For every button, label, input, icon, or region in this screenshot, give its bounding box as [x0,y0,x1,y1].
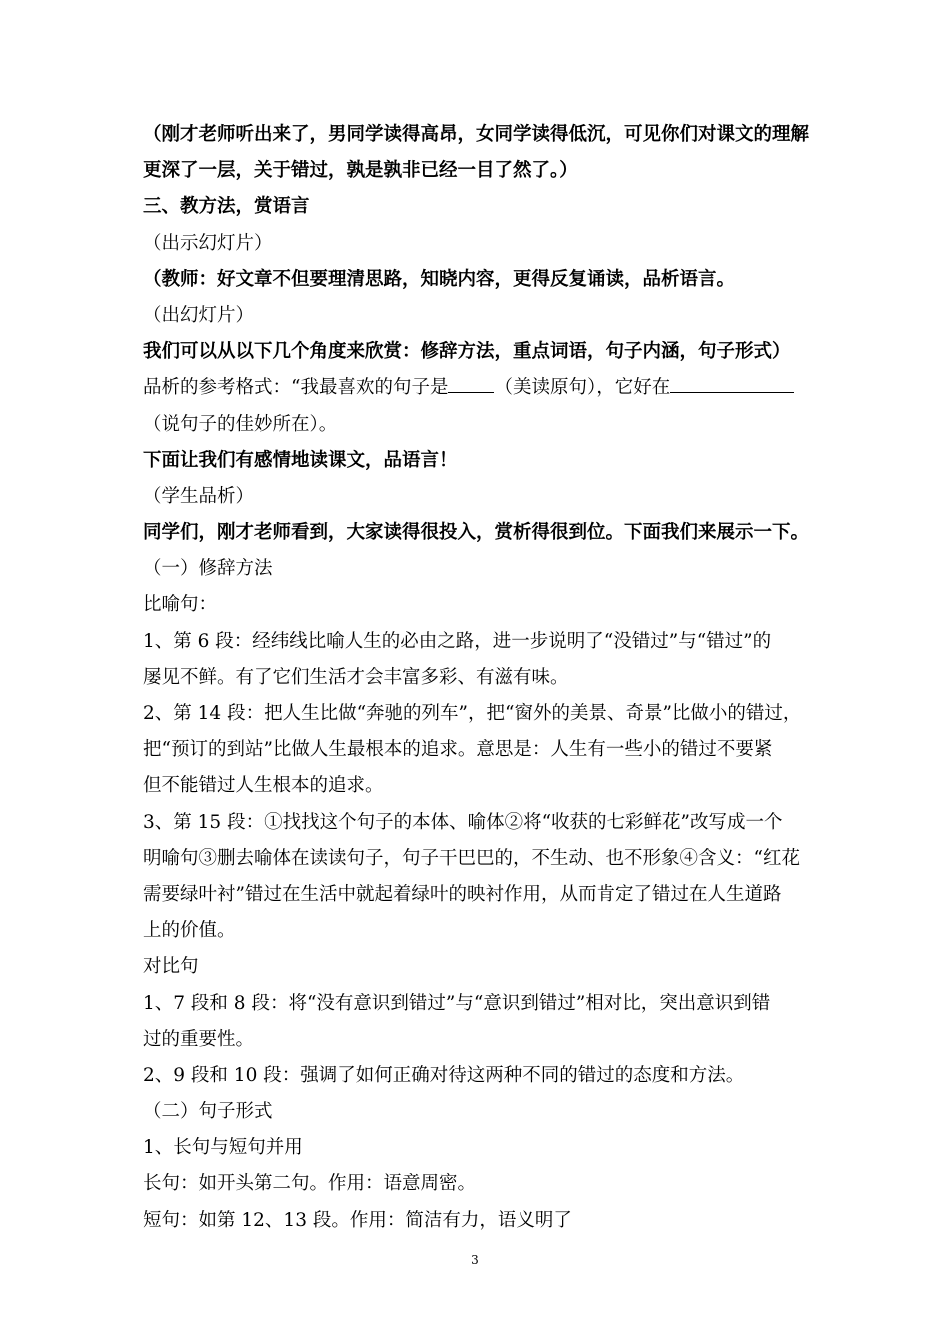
paragraph-line: 屡见不鲜。有了它们生活才会丰富多彩、有滋有味。 [143,666,569,688]
paragraph-line: 把“预订的到站”比做人生最根本的追求。意思是：人生有一些小的错过不要紧 [143,739,773,761]
paragraph-line: 但不能错过人生根本的追求。 [143,775,384,797]
fill-blank [670,372,794,393]
format-text-start: 品析的参考格式：“我最喜欢的句子是 [143,377,449,399]
paragraph-line: 对比句 [143,956,199,978]
paragraph-line: 比喻句： [143,594,218,616]
stage-note: （出示幻灯片） [143,232,273,254]
paragraph-line: 1、第 6 段：经纬线比喻人生的必由之路，进一步说明了“没错过”与“错过”的 [143,630,772,652]
format-line [143,370,813,406]
paragraph-line: 长句：如开头第二句。作用：语意周密。 [143,1173,477,1195]
paragraph-line: 下面让我们有感情地读课文，品语言！ [143,449,458,471]
paragraph-line: 1、长句与短句并用 [143,1137,303,1159]
subsection-heading: （二）句子形式 [143,1101,273,1123]
paragraph-line: 同学们，刚才老师看到，大家读得很投入，赏析得很到位。下面我们来展示一下。 [143,522,810,544]
paragraph-line: 3、第 15 段：①找找这个句子的本体、喻体②将“收获的七彩鲜花”改写成一个 [143,811,783,833]
paragraph-line: 需要绿叶衬”错过在生活中就起着绿叶的映衬作用，从而肯定了错过在人生道路 [143,883,782,905]
paragraph-line: （说句子的佳妙所在）。 [143,413,338,435]
paragraph-line: 上的价值。 [143,920,236,942]
paragraph-line: （刚才老师听出来了，男同学读得高昂，女同学读得低沉，可见你们对课文的理解 [143,124,810,145]
paragraph-line: 过的重要性。 [143,1028,255,1050]
paragraph-line: 2、第 14 段：把人生比做“奔驰的列车”，把“窗外的美景、奇景”比做小的错过， [143,703,802,724]
body-text [143,117,813,1239]
stage-note: （出幻灯片） [143,304,255,326]
paragraph-line: （教师：好文章不但要理清思路，知晓内容，更得反复诵读，品析语言。 [143,268,736,290]
subsection-heading: （一）修辞方法 [143,558,273,580]
fill-blank [448,372,494,393]
paragraph-line: 明喻句③删去喻体在读读句子，句子干巴巴的，不生动、也不形象④含义：“红花 [143,847,800,869]
section-heading: 三、教方法，赏语言 [143,196,310,218]
paragraph-line: 我们可以从以下几个角度来欣赏：修辞方法，重点词语，句子内涵，句子形式） [143,341,791,363]
paragraph-line: 1、7 段和 8 段：将“没有意识到错过”与“意识到错过”相对比，突出意识到错 [143,992,771,1014]
format-text-middle: （美读原句），它好在 [494,377,671,399]
paragraph-line: 更深了一层，关于错过，孰是孰非已经一目了然了。） [143,160,578,182]
paragraph-line: 2、9 段和 10 段：强调了如何正确对待这两种不同的错过的态度和方法。 [143,1064,745,1086]
paragraph-line: 短句：如第 12、13 段。作用：简洁有力，语义明了 [143,1209,572,1231]
page-number: 3 [471,1253,479,1267]
stage-note: （学生品析） [143,485,255,507]
